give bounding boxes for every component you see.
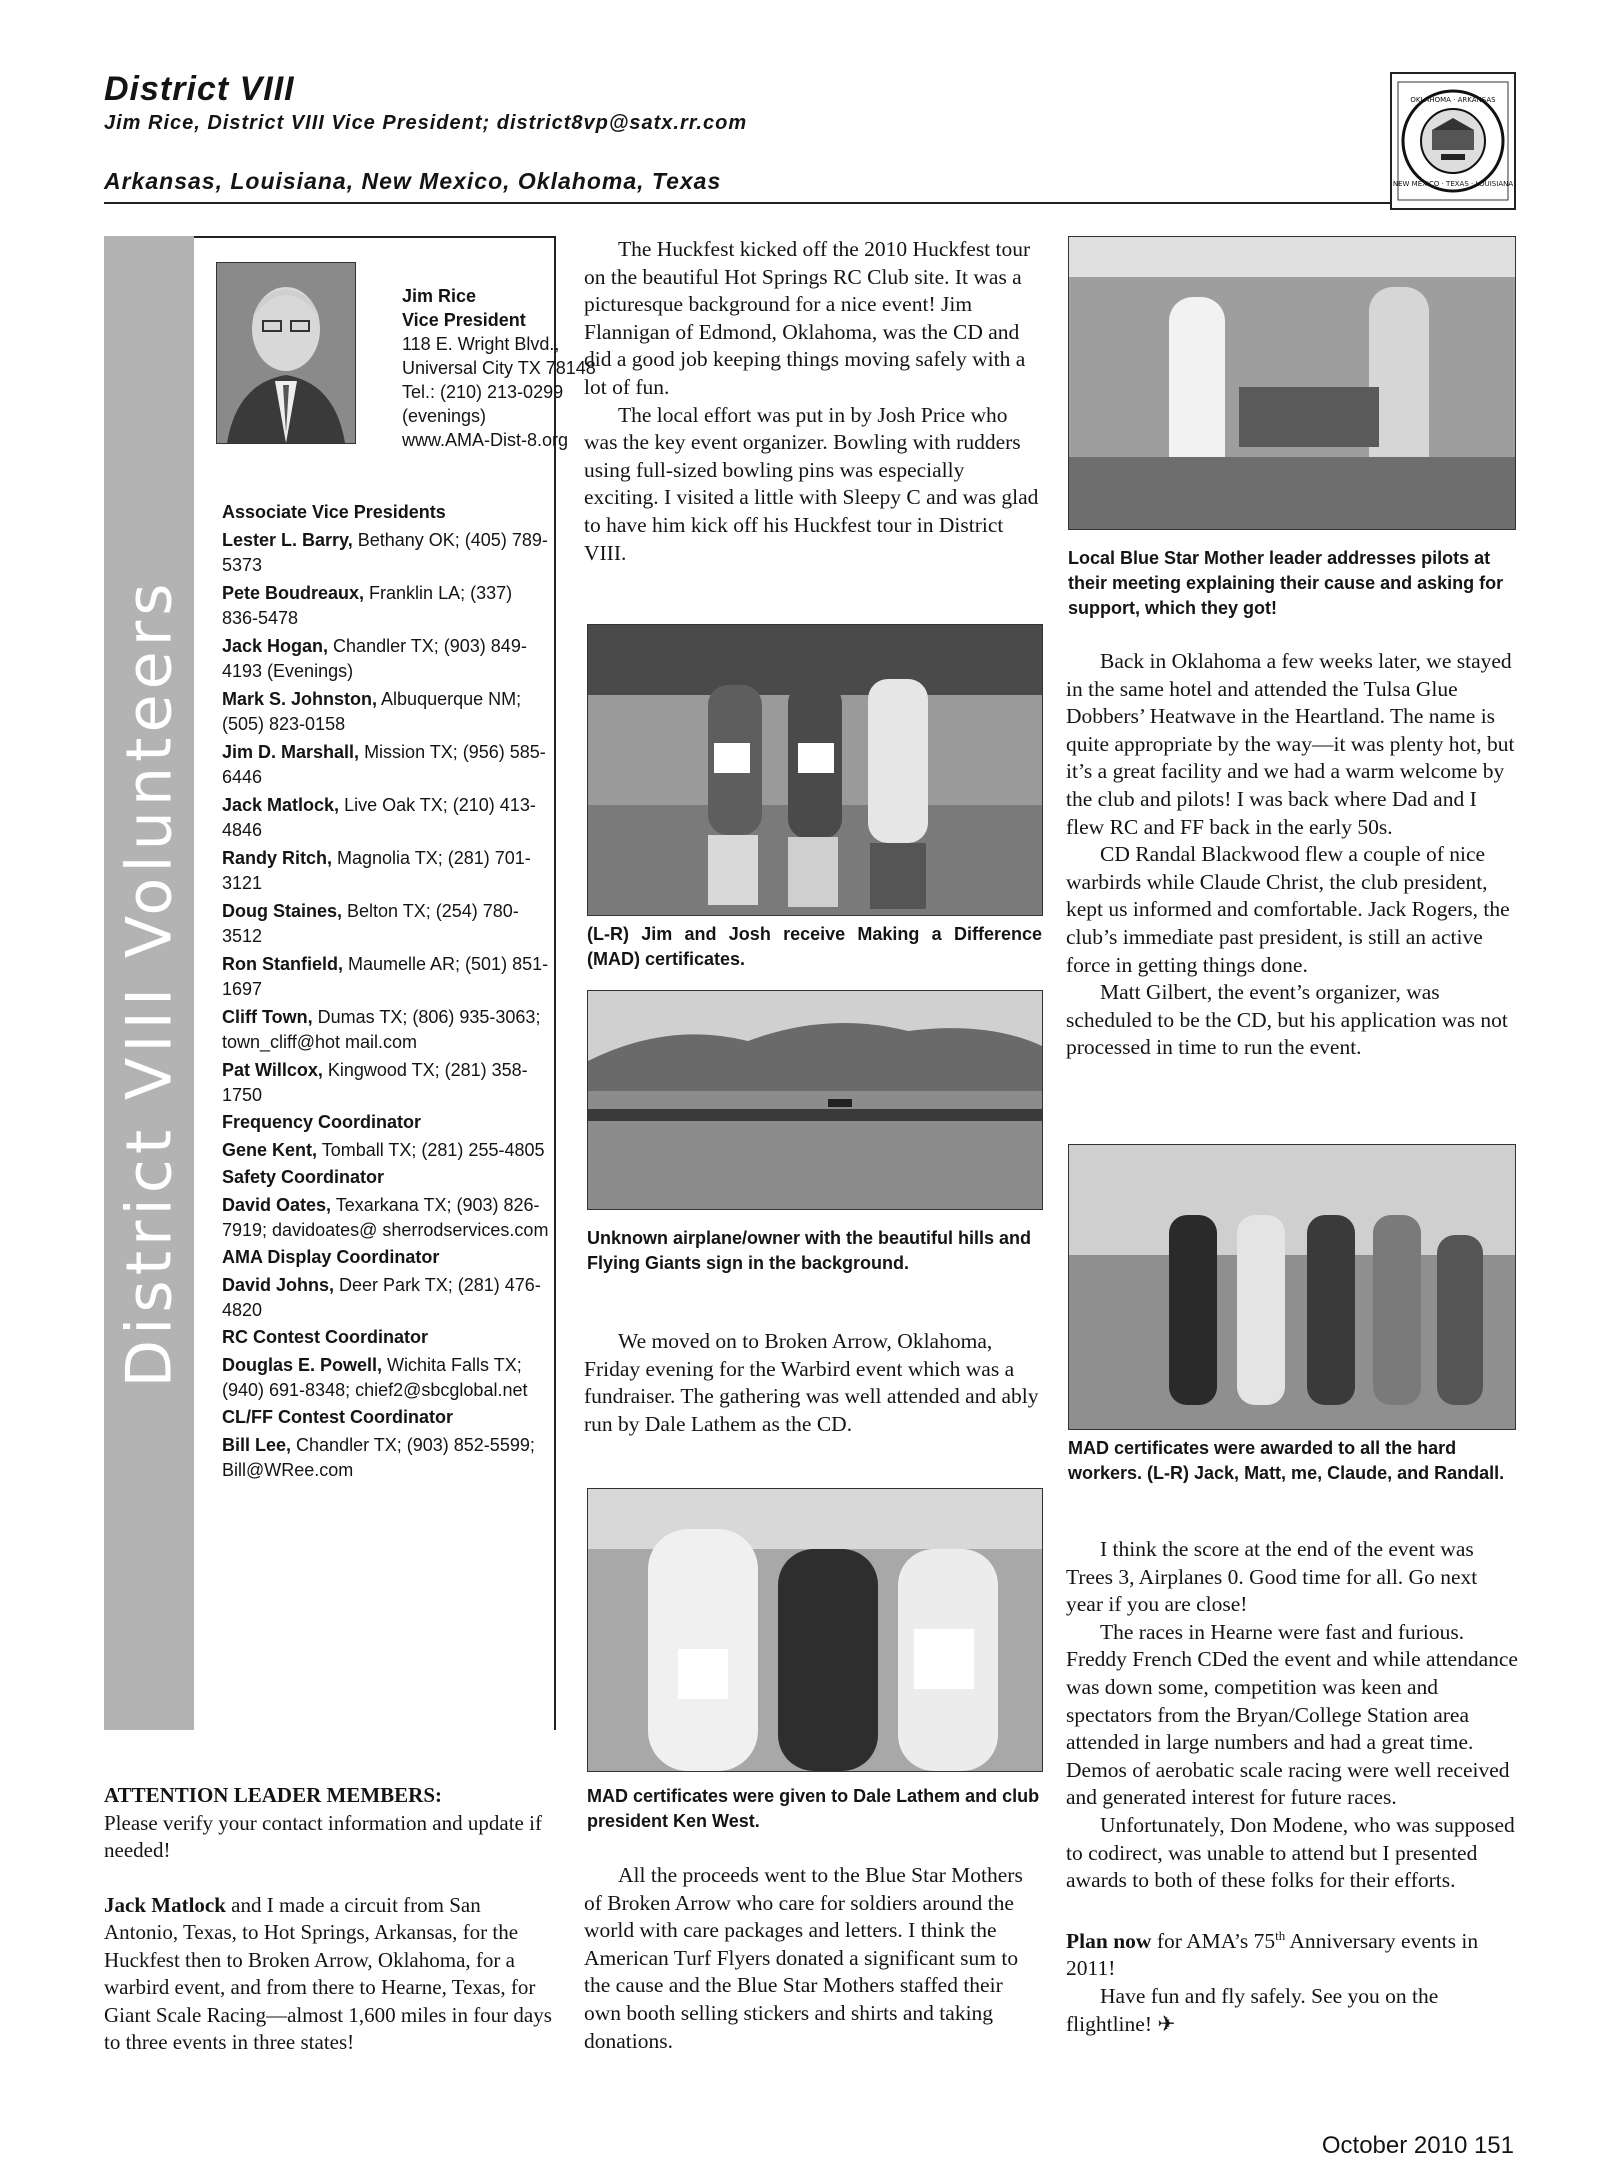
volunteer-entry	[222, 740, 552, 790]
warbirds-paragraph: CD Randal Blackwood flew a couple of nice warbirds while Claude Christ, the club president, kept us informed and comfortable. Jack Rogers, the club’s immediate past president, is still an active force in getting things done.	[1066, 842, 1510, 977]
vp-website-link[interactable]: www.AMA-Dist-8.org	[402, 430, 569, 450]
volunteer-detail: Chandler TX; (903) 852-5599; Bill@WRee.com	[222, 1435, 535, 1480]
photo-mad-hard-workers	[1068, 1144, 1516, 1430]
vp-name: Jim Rice	[402, 286, 477, 306]
volunteer-name: Doug Staines,	[222, 901, 343, 921]
right-article-bottom	[1066, 1536, 1518, 2038]
volunteer-name: Cliff Town,	[222, 1007, 313, 1027]
proceeds-paragraph: All the proceeds went to the Blue Star Mothers of Broken Arrow who care for soldiers around the world with care packages and letters. I think the American Turf Flyers donated a significant sum to the cause and the Blue Star Mothers staffed their own booth selling stickers and shirts and taking donations.	[584, 1863, 1023, 2053]
caption-blue-star-mother: Local Blue Star Mother leader addresses pilots at their meeting explaining their cause and asking for support, which they got!	[1068, 548, 1504, 618]
volunteer-detail: Kingwood TX; (281) 358-1750	[222, 1060, 528, 1105]
caption-jim-josh: (L-R) Jim and Josh receive Making a Difference (MAD) certificates.	[587, 924, 1042, 969]
broken-arrow-paragraph: We moved on to Broken Arrow, Oklahoma, Friday evening for the Warbird event which was a fundraiser. The gathering was well attended and ably run by Dale Lathem as the CD.	[584, 1329, 1039, 1436]
photo-jim-josh	[587, 624, 1043, 916]
photo-airplane-hills	[587, 990, 1043, 1210]
volunteer-entry	[222, 899, 552, 949]
sidebar-band	[104, 236, 194, 1730]
volunteer-detail: Belton TX; (254) 780-3512	[222, 901, 519, 946]
volunteer-name: Jack Matlock,	[222, 795, 340, 815]
circuit-paragraph	[104, 1892, 554, 2057]
volunteer-name: Jim D. Marshall,	[222, 742, 360, 762]
volunteer-name: David Oates,	[222, 1195, 332, 1215]
volunteer-entry	[222, 793, 552, 843]
closing-text: Have fun and fly safely. See you on the flightline!	[1066, 1984, 1439, 2036]
caption-mad-hard-workers: MAD certificates were awarded to all the hard workers. (L-R) Jack, Matt, me, Claude, and Randall.	[1068, 1438, 1505, 1483]
circuit-lead-name: Jack Matlock	[104, 1892, 226, 1917]
volunteer-detail: Mission TX; (956) 585-6446	[222, 742, 546, 787]
volunteer-entry	[222, 1138, 552, 1163]
organizer-paragraph: Matt Gilbert, the event’s organizer, was scheduled to be the CD, but his application was not processed in time to run the event.	[1066, 980, 1508, 1060]
header-rule	[104, 202, 1514, 204]
page-footer: October 2010 151	[1321, 2132, 1514, 2159]
volunteers-sidebar	[104, 236, 596, 1730]
volunteer-entry	[222, 1005, 552, 1055]
volunteer-detail: Chandler TX; (903) 849-4193 (Evenings)	[222, 636, 527, 681]
seal-text-texas: NEW MEXICO · TEXAS · LOUISIANA	[1392, 180, 1514, 188]
vp-role: Vice President	[402, 310, 526, 330]
codirect-paragraph: Unfortunately, Don Modene, who was supposed to codirect, was unable to attend but I presented awards to both of these folks for their efforts.	[1066, 1812, 1515, 1893]
plan-now-paragraph	[1066, 1922, 1518, 1983]
plan-now-text-b: Anniversary events in 2011!	[1066, 1928, 1479, 1981]
volunteer-entry	[222, 528, 552, 578]
vp-address-line-2: Universal City TX 78148	[402, 358, 596, 378]
volunteer-entry	[222, 1433, 552, 1483]
photo-blue-star-mother	[1068, 236, 1516, 530]
vp-phone: Tel.: (210) 213-0299	[402, 382, 564, 402]
volunteer-entry	[222, 1193, 552, 1243]
volunteer-section-heading: Frequency Coordinator	[222, 1112, 422, 1132]
volunteer-entry	[222, 1273, 552, 1323]
volunteer-name: Mark S. Johnston,	[222, 689, 378, 709]
vp-portrait-photo	[216, 262, 356, 444]
plan-now-bold: Plan now	[1066, 1928, 1152, 1953]
volunteer-section-heading: Associate Vice Presidents	[222, 502, 446, 522]
volunteer-section-heading: Safety Coordinator	[222, 1167, 385, 1187]
ama-wings-icon: ✈	[1157, 2011, 1176, 2036]
volunteer-entry	[222, 846, 552, 896]
attention-body: Please verify your contact information and update if needed!	[104, 1810, 542, 1862]
volunteer-section-heading: AMA Display Coordinator	[222, 1247, 440, 1267]
huckfest-paragraph: The Huckfest kicked off the 2010 Huckfest tour on the beautiful Hot Springs RC Club site. It was a picturesque background for a nice event! Jim Flannigan of Edmond, Oklahoma, was the CD and did a good job keeping things moving safely with a lot of fun.	[584, 237, 1031, 399]
district-seal-logo	[1390, 72, 1516, 210]
caption-airplane-hills: Unknown airplane/owner with the beautiful hills and Flying Giants sign in the background.	[587, 1228, 1032, 1273]
volunteer-entry	[222, 952, 552, 1002]
volunteer-section-heading: CL/FF Contest Coordinator	[222, 1407, 453, 1427]
volunteer-detail: Franklin LA; (337) 836-5478	[222, 583, 513, 628]
volunteer-name: Gene Kent,	[222, 1140, 318, 1160]
volunteer-detail: Tomball TX; (281) 255-4805	[317, 1140, 545, 1160]
circuit-text: and I made a circuit from San Antonio, Texas, to Hot Springs, Arkansas, for the Huckfest then to Broken Arrow, Oklahoma, for a warbird event, and from there to Hearne, Texas, for Giant Scale Racing—almost 1,600 miles in four days to three events in three states!	[104, 1892, 552, 2054]
volunteer-name: Pat Willcox,	[222, 1060, 323, 1080]
volunteer-entry	[222, 634, 552, 684]
volunteer-entry	[222, 1353, 552, 1403]
volunteer-detail: Dumas TX; (806) 935-3063; town_cliff@hot mail.com	[222, 1007, 541, 1052]
plan-now-sup: th	[1275, 1927, 1286, 1943]
volunteer-name: Bill Lee,	[222, 1435, 292, 1455]
volunteer-detail: Albuquerque NM; (505) 823-0158	[222, 689, 522, 734]
volunteer-name: Randy Ritch,	[222, 848, 333, 868]
volunteer-entry	[222, 1058, 552, 1108]
volunteer-detail: Live Oak TX; (210) 413-4846	[222, 795, 536, 840]
closing-paragraph	[1066, 1983, 1518, 2038]
heatwave-paragraph: Back in Oklahoma a few weeks later, we stayed in the same hotel and attended the Tulsa Glue Dobbers’ Heatwave in the Heartland. The name is quite appropriate by the way—it was plenty hot, but it’s a great facility and we had a warm welcome by the club and pilots! I was back where Dad and I flew RC and FF back in the early 50s.	[1066, 649, 1515, 839]
right-article-top	[1066, 648, 1518, 1062]
volunteer-detail: Wichita Falls TX; (940) 691-8348; chief2@sbcglobal.net	[222, 1355, 528, 1400]
hearne-races-paragraph: The races in Hearne were fast and furious. Freddy French CDed the event and while attendance was down some, competition was keen and spectators from the Bryan/College Station area attended in large numbers and had a great time. Demos of aerobatic scale racing were well received and generated interest for future races.	[1066, 1619, 1518, 1810]
volunteer-name: Lester L. Barry,	[222, 530, 353, 550]
volunteer-section-heading: RC Contest Coordinator	[222, 1327, 428, 1347]
score-paragraph: I think the score at the end of the event was Trees 3, Airplanes 0. Good time for all. Go next year if you are close!	[1066, 1537, 1478, 1617]
volunteer-detail: Texarkana TX; (903) 826-7919; davidoates@ sherrodservices.com	[222, 1195, 549, 1240]
volunteer-list	[222, 498, 552, 1483]
attention-block	[104, 1782, 554, 2057]
vp-phone-note: (evenings)	[402, 406, 487, 426]
volunteer-name: David Johns,	[222, 1275, 335, 1295]
page-subtitle: Jim Rice, District VIII Vice President; district8vp@satx.rr.com	[104, 112, 748, 134]
photo-dale-ken	[587, 1488, 1043, 1772]
volunteer-name: Douglas E. Powell,	[222, 1355, 383, 1375]
volunteer-detail: Bethany OK; (405) 789-5373	[222, 530, 548, 575]
attention-title: ATTENTION LEADER MEMBERS:	[104, 1783, 442, 1807]
vp-address-line-1: 118 E. Wright Blvd.,	[402, 334, 560, 354]
volunteer-name: Pete Boudreaux,	[222, 583, 365, 603]
district-states: Arkansas, Louisiana, New Mexico, Oklahoma, Texas	[104, 168, 722, 194]
sidebar-band-title: District VIII Volunteers	[112, 578, 186, 1388]
caption-dale-ken: MAD certificates were given to Dale Lathem and club president Ken West.	[587, 1786, 1040, 1831]
plan-now-text-a: for AMA’s 75	[1151, 1928, 1276, 1953]
volunteer-name: Jack Hogan,	[222, 636, 329, 656]
page-title: District VIII	[104, 70, 295, 108]
middle-article-bottom	[584, 1862, 1042, 2055]
seal-text-oklahoma: OKLAHOMA · ARKANSAS	[1410, 96, 1496, 104]
volunteer-entry	[222, 581, 552, 631]
volunteer-name: Ron Stanfield,	[222, 954, 343, 974]
middle-article-top	[584, 236, 1042, 567]
volunteer-detail: Magnolia TX; (281) 701-3121	[222, 848, 531, 893]
local-effort-paragraph: The local effort was put in by Josh Price who was the key event organizer. Bowling with rudders using full-sized bowling pins was especially exciting. I visited a little with Sleepy C and was glad to have him kick off his Huckfest tour in District VIII.	[584, 402, 1039, 565]
volunteer-detail: Deer Park TX; (281) 476-4820	[222, 1275, 541, 1320]
middle-article-mid	[584, 1328, 1042, 1438]
volunteer-entry	[222, 687, 552, 737]
volunteer-detail: Maumelle AR; (501) 851-1697	[222, 954, 549, 999]
